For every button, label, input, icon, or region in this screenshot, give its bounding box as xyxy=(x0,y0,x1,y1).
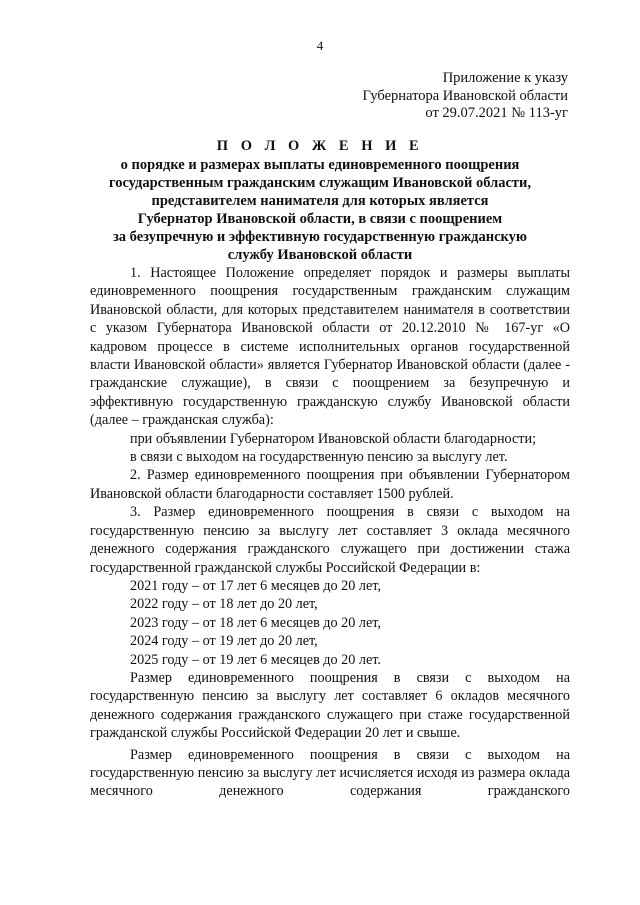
title-line: службу Ивановской области xyxy=(227,247,413,263)
paragraph-5: Размер единовременного поощрения в связи с выходом на государственную пенсию за выслугу лет исчисляется исходя из размера оклада месячного денежного содержания гражданского xyxy=(90,746,570,800)
paragraph-1: 1. Настоящее Положение определяет порядок и размеры выплаты единовременного поощрения государственным гражданским служащим Ивановской области, для которых представителем нанимателя в соответствии с указом Губернатора Ивановской области от 20.12.2010 № 167-уг «О кадровом процессе в системе исполнительных органов государственной власти Ивановской области» является Губернатор Ивановской области (далее - гражданские служащие), в связи с поощрением за безупречную и эффективную государственную гражданскую службу Ивановской области (далее – гражданская служба): xyxy=(90,265,570,429)
year-item: 2023 году – от 18 лет 6 месяцев до 20 лет, xyxy=(130,614,381,631)
title-line: о порядке и размерах выплаты единовременного поощрения xyxy=(120,157,520,173)
document-title xyxy=(70,137,570,264)
document-body xyxy=(90,264,570,801)
paragraph-1a: при объявлении Губернатором Ивановской области благодарности; xyxy=(130,430,537,447)
title-line: представителем нанимателя для которых является xyxy=(151,193,489,209)
title-line: за безупречную и эффективную государственную гражданскую xyxy=(112,229,528,245)
annex-block xyxy=(363,70,568,123)
year-item: 2021 году – от 17 лет 6 месяцев до 20 лет, xyxy=(130,577,381,594)
annex-line: Приложение к указу xyxy=(442,70,568,86)
annex-line: Губернатора Ивановской области xyxy=(362,87,568,104)
year-item: 2025 году – от 19 лет 6 месяцев до 20 лет. xyxy=(130,651,381,668)
paragraph-4: Размер единовременного поощрения в связи с выходом на государственную пенсию за выслугу лет составляет 6 окладов месячного денежного содержания гражданского служащего при стаже государственной гражданской службы Российской Федерации 20 лет и свыше. xyxy=(90,669,570,742)
year-item: 2022 году – от 18 лет до 20 лет, xyxy=(130,596,318,613)
title-line: государственным гражданским служащим Ивановской области, xyxy=(108,175,532,191)
paragraph-1b: в связи с выходом на государственную пенсию за выслугу лет. xyxy=(130,449,508,466)
title-line: Губернатор Ивановской области, в связи с поощрением xyxy=(137,211,503,227)
paragraph-3: 3. Размер единовременного поощрения в связи с выходом на государственную пенсию за выслугу лет составляет 3 оклада месячного денежного содержания гражданского служащего при достижении стажа государственной гражданской службы Российской Федерации в: xyxy=(90,504,570,576)
annex-line: от 29.07.2021 № 113-уг xyxy=(425,105,568,121)
year-item: 2024 году – от 19 лет до 20 лет, xyxy=(130,633,318,650)
paragraph-2: 2. Размер единовременного поощрения при объявлении Губернатором Ивановской области благодарности составляет 1500 рублей. xyxy=(90,467,570,502)
page-number: 4 xyxy=(316,38,324,53)
title-heading: П О Л О Ж Е Н И Е xyxy=(216,138,424,154)
